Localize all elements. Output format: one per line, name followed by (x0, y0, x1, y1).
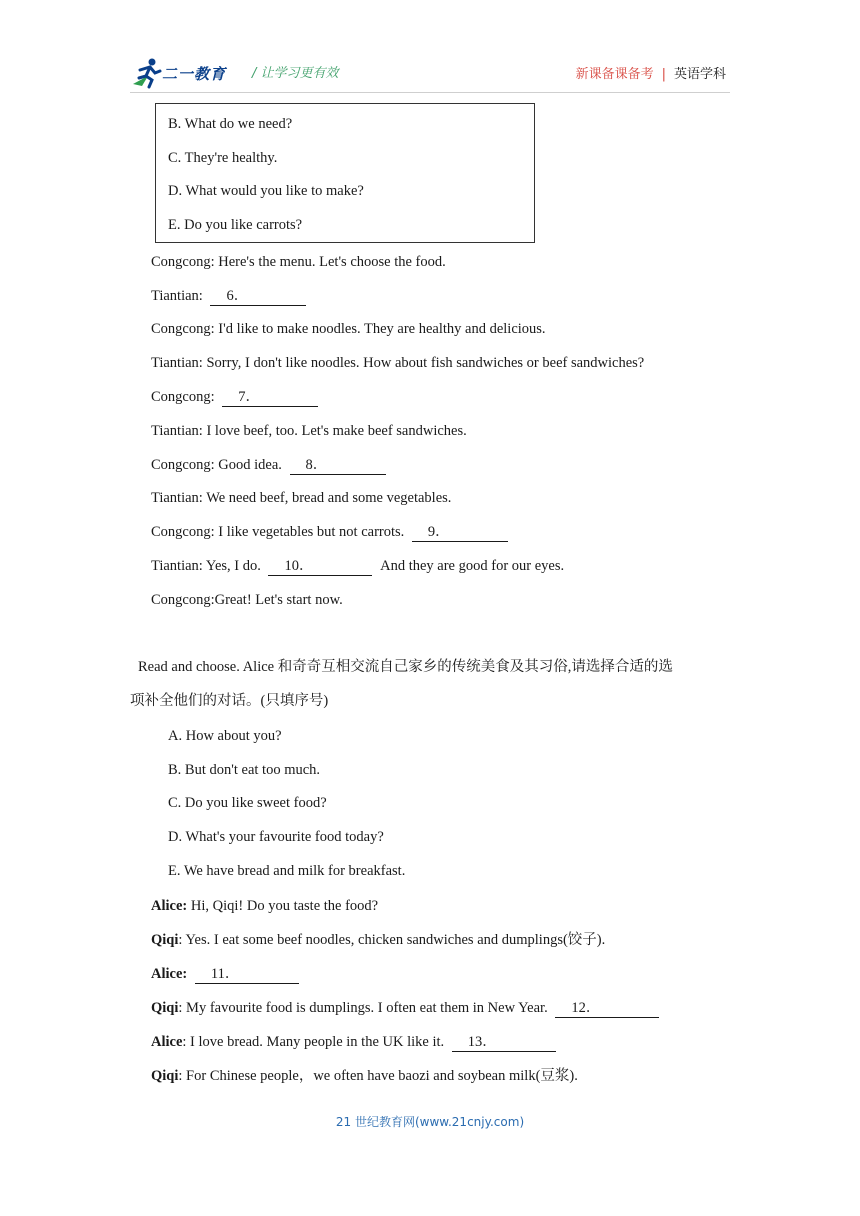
box-option-d: D. What would you like to make? (168, 183, 364, 199)
answer-blank-11[interactable]: 11． (195, 966, 299, 984)
section2-option-d: D. What's your favourite food today? (168, 829, 384, 845)
dialogue2-line1 (151, 896, 378, 916)
answer-blank-12[interactable]: 12． (555, 1000, 659, 1018)
box-option-c: C. They're healthy. (168, 150, 278, 166)
line-text: Congcong: Good idea. (151, 457, 282, 473)
line-text: : Yes. I eat some beef noodles, chicken sandwiches and dumplings(饺子). (178, 932, 606, 948)
dialogue1-line7 (151, 455, 386, 475)
dialogue1-line3: Congcong: I'd like to make noodles. They are healthy and delicious. (151, 321, 546, 337)
dialogue2-line5 (151, 1032, 556, 1052)
speaker-alice: Alice: (151, 898, 188, 914)
dialogue1-line9 (151, 522, 508, 542)
dialogue1-line6: Tiantian: I love beef, too. Let's make beef sandwiches. (151, 423, 467, 439)
dialogue1-line8: Tiantian: We need beef, bread and some vegetables. (151, 490, 452, 506)
header-subtitle: 新课备课备考 (575, 67, 654, 82)
speaker: Congcong: (151, 389, 215, 405)
header-subject: 英语学科 (673, 67, 726, 82)
section2-instruction-line2: 项补全他们的对话。(只填序号) (130, 693, 329, 709)
line-tail: And they are good for our eyes. (380, 558, 565, 574)
dialogue2-line2 (151, 930, 605, 950)
dialogue1-line11: Congcong:Great! Let's start now. (151, 592, 343, 608)
dialogue1-line4: Tiantian: Sorry, I don't like noodles. How about fish sandwiches or beef sandwiches? (151, 355, 645, 371)
section2-option-e: E. We have bread and milk for breakfast. (168, 863, 406, 879)
box-option-e: E. Do you like carrots? (168, 217, 303, 233)
speaker-qiqi: Qiqi (151, 932, 179, 948)
dialogue1-line1: Congcong: Here's the menu. Let's choose the food. (151, 254, 446, 270)
brand-logo (130, 56, 242, 92)
answer-blank-9[interactable]: 9． (412, 524, 508, 542)
speaker-qiqi: Qiqi (151, 1068, 179, 1084)
line-text: Hi, Qiqi! Do you taste the food? (187, 898, 379, 914)
header-separator: | (661, 67, 666, 82)
dialogue1-line5 (151, 387, 318, 407)
line-text: : My favourite food is dumplings. I often eat them in New Year. (178, 1000, 548, 1016)
speaker-alice: Alice: (151, 966, 188, 982)
answer-blank-13[interactable]: 13． (452, 1034, 556, 1052)
section2-option-c: C. Do you like sweet food? (168, 795, 327, 811)
logo-text: 二一教育 (162, 65, 227, 83)
dialogue1-line2 (151, 286, 306, 306)
speaker: Tiantian: (151, 288, 203, 304)
dialogue1-line10 (151, 556, 564, 576)
answer-blank-6[interactable]: 6． (210, 288, 306, 306)
slogan: / 让学习更有效 (252, 66, 339, 81)
speaker-alice-name: Alice (151, 1034, 183, 1050)
section2-option-b: B. But don't eat too much. (168, 762, 321, 778)
header-divider (130, 92, 730, 93)
dialogue2-line4 (151, 998, 659, 1018)
line-text: Tiantian: Yes, I do. (151, 558, 261, 574)
line-text: : I love bread. Many people in the UK like it. (182, 1034, 445, 1050)
dialogue2-line6 (151, 1066, 578, 1086)
page-header (130, 56, 730, 92)
dialogue2-line3 (151, 964, 299, 984)
page-footer: 21 世纪教育网(www.21cnjy.com) (335, 1115, 525, 1129)
speaker-qiqi: Qiqi (151, 1000, 179, 1016)
section2-instruction-line1: Read and choose. Alice 和奇奇互相交流自己家乡的传统美食及其习俗,请选择合适的选 (138, 659, 673, 675)
line-text: : For Chinese people，we often have baozi and soybean milk(豆浆). (178, 1068, 578, 1084)
section2-option-a: A. How about you? (168, 728, 282, 744)
runner-logo-icon (130, 56, 164, 90)
box-option-b: B. What do we need? (168, 116, 293, 132)
answer-blank-10[interactable]: 10． (268, 558, 372, 576)
answer-blank-8[interactable]: 8． (290, 457, 386, 475)
header-right (576, 63, 726, 82)
line-text: Congcong: I like vegetables but not carrots. (151, 524, 405, 540)
answer-blank-7[interactable]: 7． (222, 389, 318, 407)
